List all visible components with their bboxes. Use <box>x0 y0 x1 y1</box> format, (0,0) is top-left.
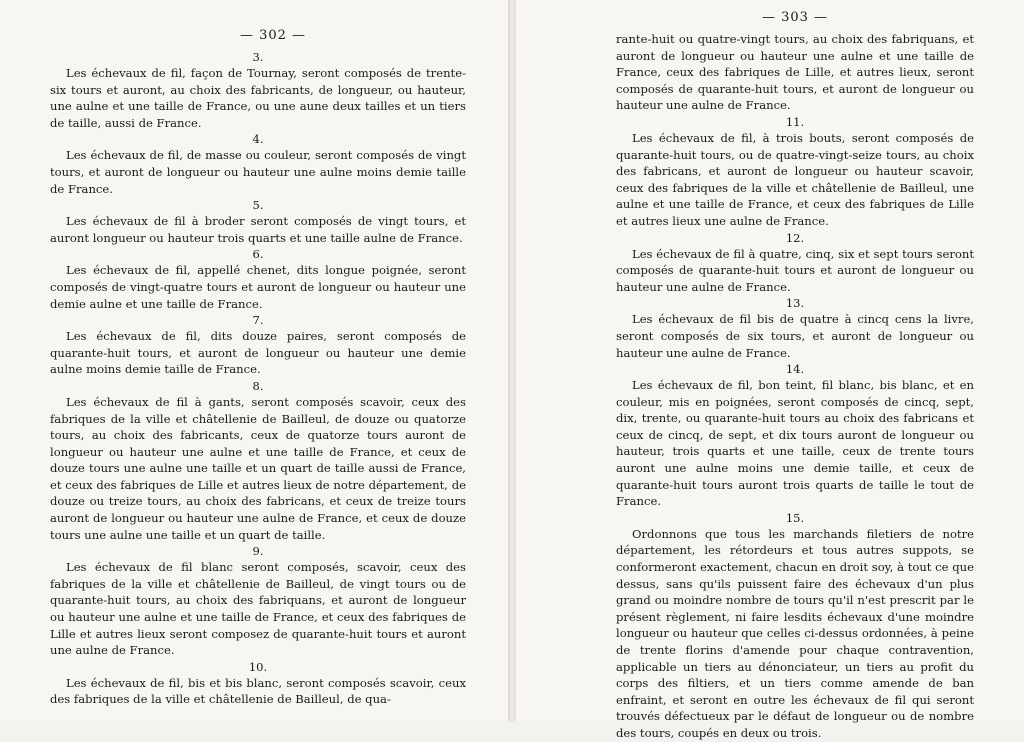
section-number: 3. <box>252 50 264 64</box>
section-number: 12. <box>785 230 805 245</box>
section-text: Les échevaux de fil, appellé chenet, dits longue poignée, seront composés de vingt-quatre tours et auront de longueur ou hauteur une demie aulne et une taille de France. <box>50 263 466 311</box>
section-number: 15. <box>785 510 805 525</box>
section-text: Les échevaux de fil, à trois bouts, seront composés de quarante-huit tours, ou de quatre-vingt-seize tours, au choix des fabricans, et auront de longueur ou hauteur scavoir, ceux des fabriques de la ville et châtellenie de Bailleul, une aulne et une taille de France, et ceux des fabriques de Lille et autres lieux une aulne de France. <box>616 130 974 228</box>
section-text: Les échevaux de fil à gants, seront composés scavoir, ceux des fabriques de la ville et châtellenie de Bailleul, de douze ou quatorze tours, au choix des fabricants, ceux de quatorze tours auront de longueur ou hauteur une aulne et une taille de France, et ceux de douze tours une aulne une taille et un quart de taille aussi de France, et ceux des fabriques de Lille et autres lieux de notre département, de douze ou treize tours, au choix des fabricans, et ceux de treize tours auront de longueur ou hauteur une aulne de France, et ceux de douze tours une aulne une taille et un quart de taille. <box>50 394 466 542</box>
section-text: Les échevaux de fil, dits douze paires, seront composés de quarante-huit tours, et auront de longueur ou hauteur une demie aulne moins demie taille de France. <box>50 329 466 377</box>
section-number: 5. <box>252 198 264 213</box>
section-number: 10. <box>248 659 268 674</box>
page-number: — 303 — <box>761 10 829 25</box>
section-number: 13. <box>785 296 805 311</box>
right-page <box>516 0 1024 740</box>
section-number: 4. <box>252 132 264 147</box>
section-text: Les échevaux de fil blanc seront composés, scavoir, ceux des fabriques de la ville et châtellenie de Bailleul, de vingt tours ou de quarante-huit tours, au choix des fabriquans, et auront de longueur ou hauteur une aulne et une taille de France, et ceux des fabriques de Lille et autres lieux seront composez de quarante-huit tours et auront une aulne de France. <box>50 560 466 658</box>
section-number: 6. <box>252 247 264 262</box>
section-text: Ordonnons que tous les marchands filetiers de notre département, les rétordeurs et tous autres suppots, se conformeront exactement, chacun en droit soy, à tout ce que dessus, sans qu'ils puissent faire des échevaux d'un plus grand ou moindre nombre de tours qu'il n'est prescrit par le présent règlement, ni faire lesdits échevaux d'une moindre longueur ou hauteur que celles ci-dessus ordonnées, à peine de trente florins d'amende pour chaque contravention, applicable un tiers au dénonciateur, un tiers au profit du corps des filtiers, et un tiers comme amende de ban enfraint, et seront en outre les échevaux de fil qui seront trouvés défectueux par le défaut de longueur ou de nombre des tours, coupés en deux ou trois. <box>616 526 974 740</box>
left-page <box>0 0 508 721</box>
section-number: 14. <box>785 362 805 377</box>
section-text: Les échevaux de fil à quatre, cinq, six et sept tours seront composés de quarante-huit tours et auront de longueur ou hauteur une aulne de France. <box>616 246 974 294</box>
continued-text: rante-huit ou quatre-vingt tours, au choix des fabriquans, et auront de longueur ou hauteur une aulne et une taille de France, ceux des fabriques de Lille, et autres lieux, seront composés de quarante-huit tours, et auront de longueur ou hauteur une aulne de France. <box>616 32 974 113</box>
section-text: Les échevaux de fil à broder seront composés de vingt tours, et auront longueur ou hauteur trois quarts et une taille aulne de France. <box>50 214 466 245</box>
section-number: 7. <box>252 313 264 328</box>
section-number: 8. <box>252 378 264 393</box>
section-number: 9. <box>252 544 264 559</box>
section-text: Les échevaux de fil, bis et bis blanc, seront composés scavoir, ceux des fabriques de la ville et châtellenie de Bailleul, de qua- <box>50 675 466 707</box>
section-text: Les échevaux de fil, bon teint, fil blanc, bis blanc, et en couleur, mis en poignées, seront composés de cincq, sept, dix, trente, ou quarante-huit tours au choix des fabricans et ceux de cincq, de sept, et dix tours auront de longueur ou hauteur, trois quarts et une taille, ceux de trente tours auront une aulne moins une demie taille, et ceux de quarante-huit tours auront trois quarts de taille le tout de France. <box>616 378 974 509</box>
page-number: — 302 — <box>239 28 307 43</box>
section-text: Les échevaux de fil, façon de Tournay, seront composés de trente-six tours et auront, au choix des fabricants, de longueur, ou hauteur, une aulne et une taille de France, ou une aune deux tailles et un tiers de taille, aussi de France. <box>50 66 466 130</box>
book-gutter <box>508 0 516 721</box>
section-text: Les échevaux de fil, de masse ou couleur, seront composés de vingt tours, et auront de longueur ou hauteur une aulne moins demie taille de France. <box>50 148 466 196</box>
section-number: 11. <box>785 114 805 129</box>
section-text: Les échevaux de fil bis de quatre à cincq cens la livre, seront composés de six tours, et auront de longueur ou hauteur une aulne de France. <box>616 312 974 360</box>
